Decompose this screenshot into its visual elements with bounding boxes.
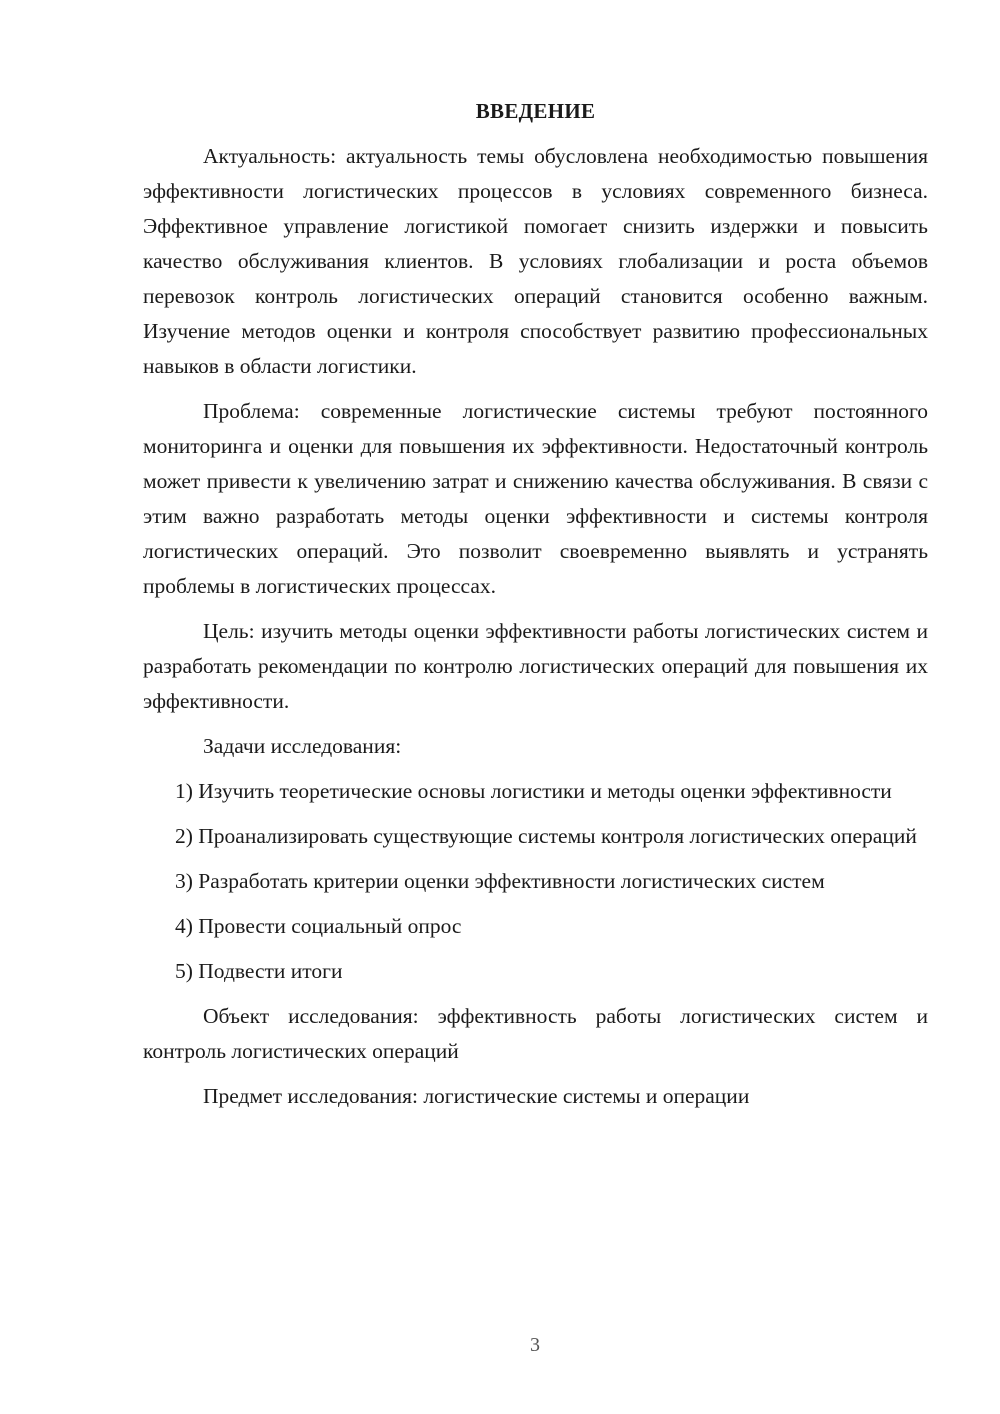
task-item-2: 2) Проанализировать существующие системы контроля логистических операций bbox=[175, 824, 917, 848]
page-number: 3 bbox=[530, 1334, 540, 1356]
paragraph-relevance: Актуальность: актуальность темы обусловлена необходимостью повышения эффективности логистических процессов в условиях современного бизнеса. Эффективное управление логистикой помогает снизить издержки и повысить качество обслуживания клиентов. В условиях глобализации и роста объемов перевозок контроль логистических операций становится особенно важным. Изучение методов оценки и контроля способствует развитию профессиональных навыков в области логистики. bbox=[143, 144, 928, 378]
paragraph-object: Объект исследования: эффективность работы логистических систем и контроль логистических операций bbox=[143, 1004, 928, 1063]
task-item-1: 1) Изучить теоретические основы логистики и методы оценки эффективности bbox=[175, 779, 892, 803]
document-page bbox=[143, 96, 928, 1124]
paragraph-goal: Цель: изучить методы оценки эффективности работы логистических систем и разработать рекомендации по контролю логистических операций для повышения их эффективности. bbox=[143, 619, 928, 713]
task-item-5: 5) Подвести итоги bbox=[175, 959, 343, 983]
task-item-3: 3) Разработать критерии оценки эффективности логистических систем bbox=[175, 869, 825, 893]
page-title: ВВЕДЕНИЕ bbox=[475, 99, 596, 123]
task-item-4: 4) Провести социальный опрос bbox=[175, 914, 462, 938]
paragraph-subject: Предмет исследования: логистические системы и операции bbox=[203, 1084, 750, 1108]
paragraph-problem: Проблема: современные логистические системы требуют постоянного мониторинга и оценки для повышения их эффективности. Недостаточный контроль может привести к увеличению затрат и снижению качества обслуживания. В связи с этим важно разработать методы оценки эффективности и системы контроля логистических операций. Это позволит своевременно выявлять и устранять проблемы в логистических процессах. bbox=[143, 399, 928, 598]
tasks-heading: Задачи исследования: bbox=[203, 734, 402, 758]
